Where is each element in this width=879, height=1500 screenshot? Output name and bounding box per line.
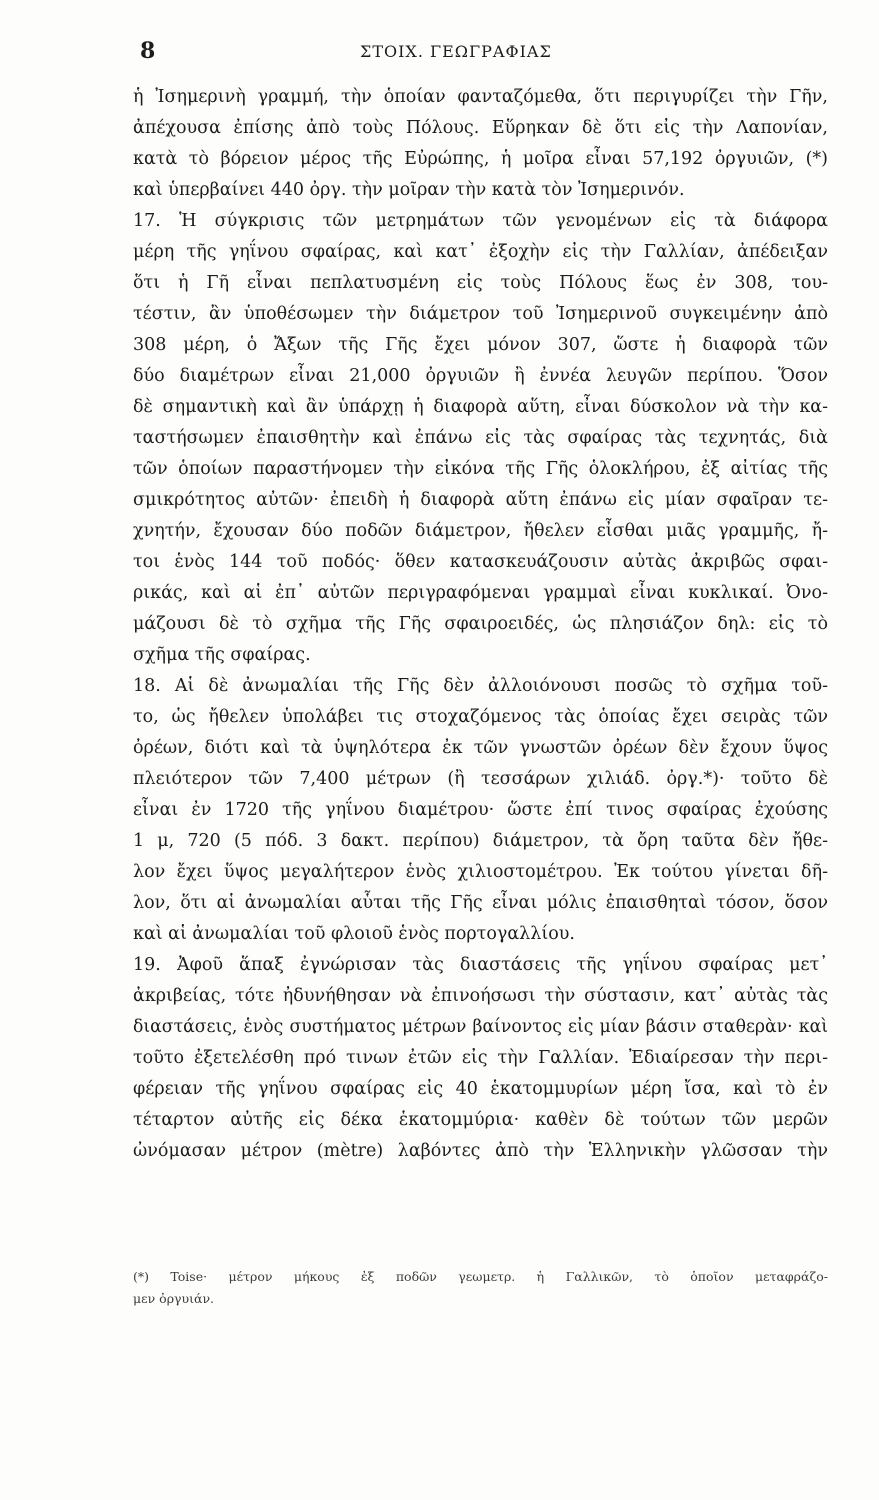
- text-line: 1 μ, 720 (5 πόδ. 3 δακτ. περίπου) διάμετρον, τὰ ὄρη ταῦτα δὲν ἤθε-: [133, 831, 828, 851]
- text-line: καὶ αἱ ἀνωμαλίαι τοῦ φλοιοῦ ἑνὸς πορτογαλλίου.: [133, 924, 575, 944]
- text-line: τοῦτο ἐξετελέσθη πρό τινων ἐτῶν εἰς τὴν Γαλλίαν. Ἐδιαίρεσαν τὴν περι-: [133, 1048, 828, 1068]
- text-line: μάζουσι δὲ τὸ σχῆμα τῆς Γῆς σφαιροειδές, ὡς πλησιάζον δηλ: εἰς τὸ: [133, 614, 828, 634]
- text-line: χνητήν, ἔχουσαν δύο ποδῶν διάμετρον, ἤθελεν εἶσθαι μιᾶς γραμμῆς, ἤ-: [133, 521, 828, 541]
- page-number: 8: [140, 38, 156, 64]
- text-line: ὠνόμασαν μέτρον (mètre) λαβόντες ἀπὸ τὴν Ἑλληνικὴν γλῶσσαν τὴν: [133, 1141, 828, 1161]
- text-line: δύο διαμέτρων εἶναι 21,000 ὀργυιῶν ἢ ἐννέα λευγῶν περίπου. Ὅσον: [133, 366, 828, 386]
- text-line: λον, ὅτι αἱ ἀνωμαλίαι αὗται τῆς Γῆς εἶναι μόλις ἐπαισθηταὶ τόσον, ὅσον: [133, 893, 828, 913]
- text-line: λον ἔχει ὕψος μεγαλήτερον ἑνὸς χιλιοστομέτρου. Ἐκ τούτου γίνεται δῆ-: [133, 862, 828, 882]
- text-line: ἡ Ἰσημερινὴ γραμμή, τὴν ὁποίαν φανταζόμεθα, ὅτι περιγυρίζει τὴν Γῆν,: [133, 87, 828, 107]
- text-line: τέστιν, ἂν ὑποθέσωμεν τὴν διάμετρον τοῦ Ἰσημερινοῦ συγκειμένην ἀπὸ: [133, 304, 828, 324]
- text-line: διαστάσεις, ἑνὸς συστήματος μέτρων βαίνοντος εἰς μίαν βάσιν σταθερὰν· καὶ: [133, 1017, 828, 1037]
- text-line: 17. Ἡ σύγκρισις τῶν μετρημάτων τῶν γενομένων εἰς τὰ διάφορα: [133, 211, 828, 231]
- footnotes: [133, 1266, 828, 1310]
- running-head: ΣΤΟΙΧ. ΓΕΩΓΡΑΦΙΑΣ: [360, 42, 552, 61]
- text-line: ταστήσωμεν ἐπαισθητὴν καὶ ἐπάνω εἰς τὰς σφαίρας τὰς τεχνητάς, διὰ: [133, 428, 828, 448]
- text-line: 18. Αἱ δὲ ἀνωμαλίαι τῆς Γῆς δὲν ἀλλοιόνουσι ποσῶς τὸ σχῆμα τοῦ-: [133, 676, 828, 696]
- text-line: τέταρτον αὐτῆς εἰς δέκα ἑκατομμύρια· καθὲν δὲ τούτων τῶν μερῶν: [133, 1110, 828, 1130]
- footnote-line: (*) Toise· μέτρον μήκους ἐξ ποδῶν γεωμετρ. ἡ Γαλλικῶν, τὸ ὁποῖον μεταφράζο-: [133, 1269, 828, 1284]
- text-line: δὲ σημαντικὴ καὶ ἂν ὑπάρχῃ ἡ διαφορὰ αὕτη, εἶναι δύσκολον νὰ τὴν κα-: [133, 397, 828, 417]
- body-text: [133, 82, 828, 1167]
- text-line: τῶν ὁποίων παραστήνομεν τὴν εἰκόνα τῆς Γῆς ὁλοκλήρου, ἐξ αἰτίας τῆς: [133, 459, 828, 479]
- text-line: κατὰ τὸ βόρειον μέρος τῆς Εὐρώπης, ἡ μοῖρα εἶναι 57,192 ὀργυιῶν, (*): [133, 149, 828, 169]
- page-header: [140, 38, 840, 68]
- text-line: πλειότερον τῶν 7,400 μέτρων (ἢ τεσσάρων χιλιάδ. ὀργ.*)· τοῦτο δὲ: [133, 769, 828, 789]
- footnote-line: μεν ὀργυιάν.: [133, 1291, 215, 1306]
- text-line: σχῆμα τῆς σφαίρας.: [133, 645, 311, 665]
- text-line: φέρειαν τῆς γηΐνου σφαίρας εἰς 40 ἑκατομμυρίων μέρη ἴσα, καὶ τὸ ἐν: [133, 1079, 828, 1099]
- text-line: 308 μέρη, ὁ Ἄξων τῆς Γῆς ἔχει μόνον 307, ὥστε ἡ διαφορὰ τῶν: [133, 335, 828, 355]
- text-line: ρικάς, καὶ αἱ ἐπ᾽ αὐτῶν περιγραφόμεναι γραμμαὶ εἶναι κυκλικαί. Ὀνο-: [133, 583, 828, 603]
- text-line: μέρη τῆς γηΐνου σφαίρας, καὶ κατ᾽ ἐξοχὴν εἰς τὴν Γαλλίαν, ἀπέδειξαν: [133, 242, 828, 262]
- text-line: τοι ἑνὸς 144 τοῦ ποδός· ὅθεν κατασκευάζουσιν αὐτὰς ἀκριβῶς σφαι-: [133, 552, 828, 572]
- text-line: σμικρότητος αὐτῶν· ἐπειδὴ ἡ διαφορὰ αὕτη ἐπάνω εἰς μίαν σφαῖραν τε-: [133, 490, 828, 510]
- text-line: ἀπέχουσα ἐπίσης ἀπὸ τοὺς Πόλους. Εὕρηκαν δὲ ὅτι εἰς τὴν Λαπονίαν,: [133, 118, 828, 138]
- text-line: το, ὡς ἤθελεν ὑπολάβει τις στοχαζόμενος τὰς ὁποίας ἔχει σειρὰς τῶν: [133, 707, 828, 727]
- text-line: ὅτι ἡ Γῆ εἶναι πεπλατυσμένη εἰς τοὺς Πόλους ἕως ἐν 308, του-: [133, 273, 828, 293]
- text-line: εἶναι ἐν 1720 τῆς γηΐνου διαμέτρου· ὥστε ἐπί τινος σφαίρας ἐχούσης: [133, 800, 828, 820]
- text-line: καὶ ὑπερβαίνει 440 ὀργ. τὴν μοῖραν τὴν κατὰ τὸν Ἰσημερινόν.: [133, 180, 685, 200]
- text-line: 19. Ἀφοῦ ἅπαξ ἐγνώρισαν τὰς διαστάσεις τῆς γηΐνου σφαίρας μετ᾽: [133, 955, 828, 975]
- text-line: ὀρέων, διότι καὶ τὰ ὑψηλότερα ἐκ τῶν γνωστῶν ὀρέων δὲν ἔχουν ὕψος: [133, 738, 828, 758]
- text-line: ἀκριβείας, τότε ἠδυνήθησαν νὰ ἐπινοήσωσι τὴν σύστασιν, κατ᾽ αὐτὰς τὰς: [133, 986, 828, 1006]
